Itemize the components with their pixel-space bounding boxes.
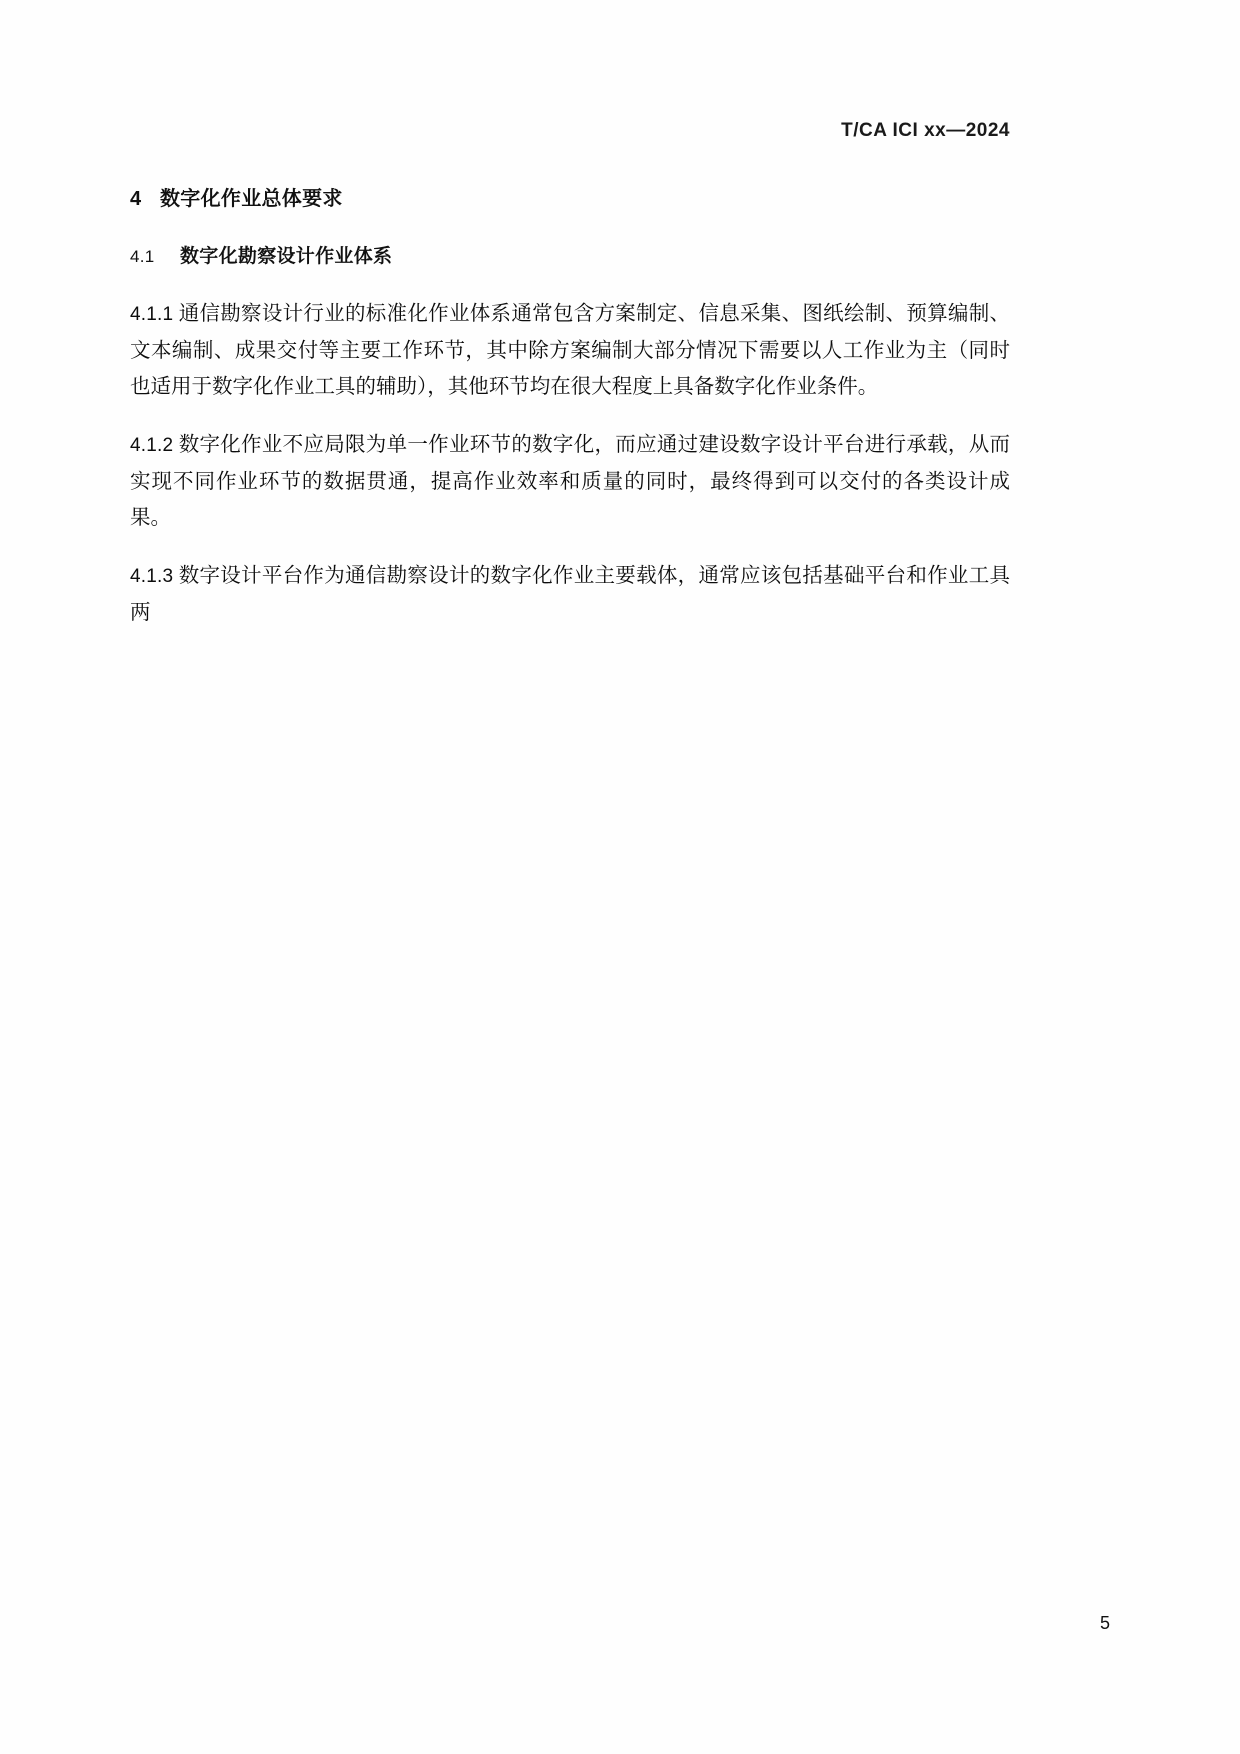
section-heading-4-1	[130, 241, 1010, 268]
paragraph-text-4-1-2: 数字化作业不应局限为单一作业环节的数字化，而应通过建设数字设计平台进行承载，从而实现不同作业环节的数据贯通，提高作业效率和质量的同时，最终得到可以交付的各类设计成果。	[130, 434, 1011, 529]
paragraph-text-4-1-1: 通信勘察设计行业的标准化作业体系通常包含方案制定、信息采集、图纸绘制、预算编制、文本编制、成果交付等主要工作环节，其中除方案编制大部分情况下需要以人工作业为主（同时也适用于数字化作业工具的辅助），其他环节均在很大程度上具备数字化作业条件。	[130, 303, 1011, 398]
paragraph-number-4-1-2: 4.1.2	[130, 435, 174, 456]
page-number: 5	[1099, 1613, 1110, 1633]
section-number-4: 4	[130, 188, 142, 210]
paragraph-number-4-1-3: 4.1.3	[130, 566, 174, 587]
page-content	[130, 120, 1010, 653]
paragraph-4-1-1	[130, 296, 1010, 405]
paragraph-4-1-2	[130, 427, 1010, 536]
section-heading-4	[130, 182, 1010, 211]
section-title-4: 数字化作业总体要求	[160, 188, 343, 210]
paragraph-4-1-3	[130, 558, 1010, 631]
section-number-4-1: 4.1	[130, 247, 155, 266]
paragraph-text-4-1-3: 数字设计平台作为通信勘察设计的数字化作业主要载体，通常应该包括基础平台和作业工具两	[130, 565, 1011, 624]
document-header-standard-number: T/CA ICI xx—2024	[841, 120, 1010, 141]
section-title-4-1: 数字化勘察设计作业体系	[180, 246, 393, 267]
paragraph-number-4-1-1: 4.1.1	[130, 304, 174, 325]
